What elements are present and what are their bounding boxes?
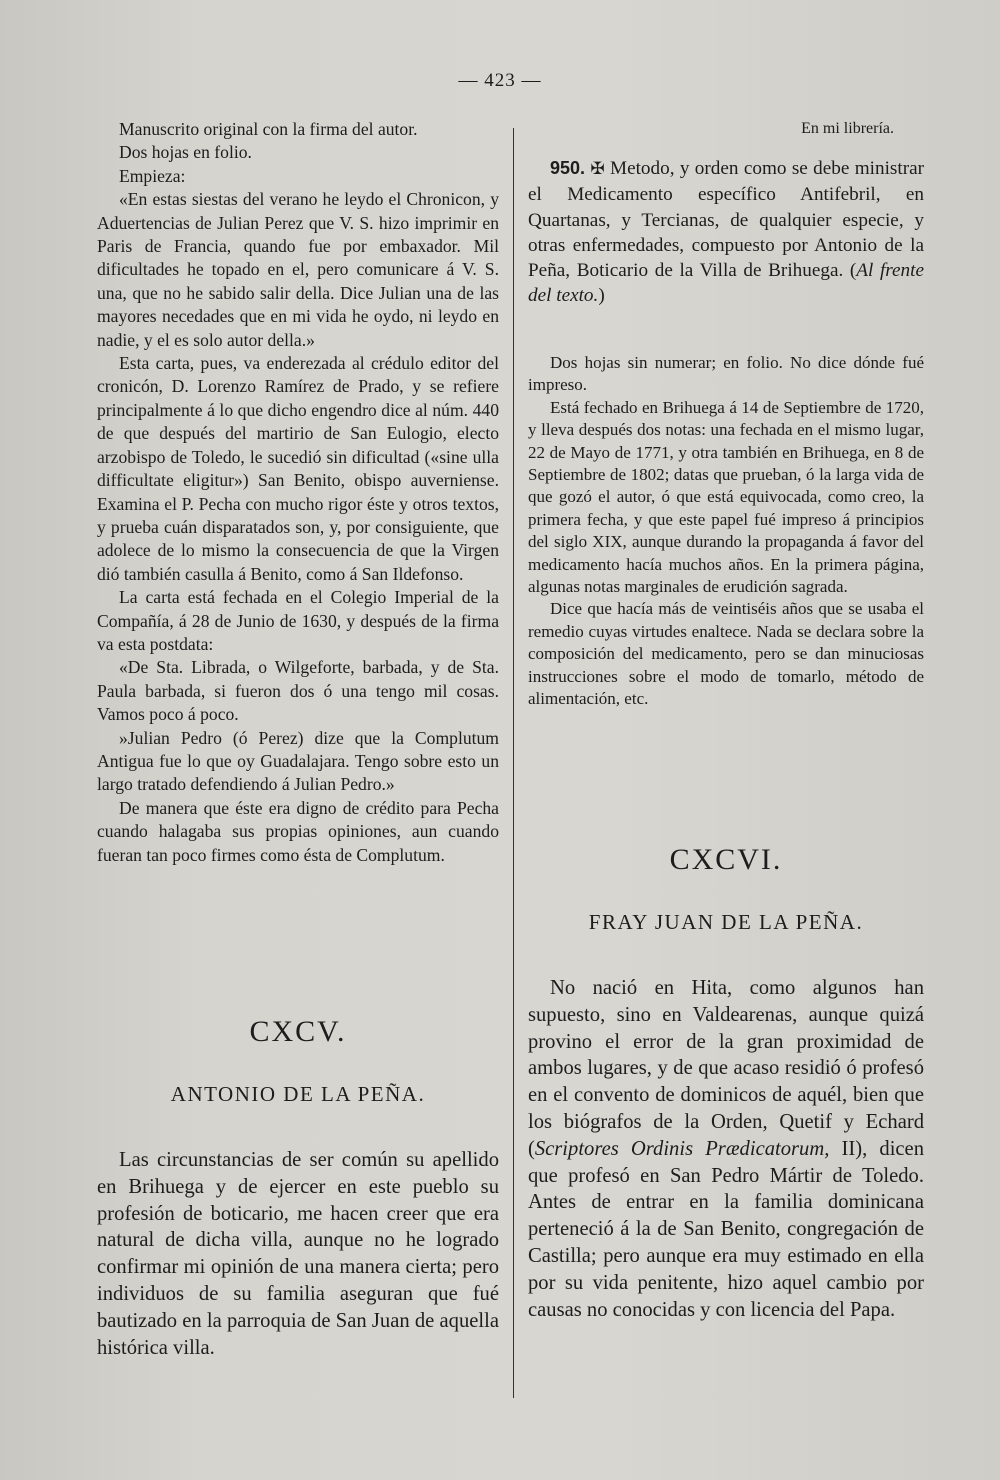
column-divider [513, 128, 514, 1398]
body-paragraph: Dos hojas sin numerar; en folio. No dice dónde fué impreso. [528, 353, 924, 395]
intro-line: Empieza: [119, 165, 186, 186]
intro-line: Manuscrito original con la firma del autor. [119, 119, 418, 139]
quote-paragraph: «En estas siestas del verano he leydo el Chronicon, y Aduertencias de Julian Perez que V. S. hizo imprimir en Paris de Francia, quando fue por embaxador. Mil dificultades he topado en el, pero comunicare á V. S. una, que no he sabido salir della. Dice Julian una de las mayores necedades que en mi vida he oydo, ni leydo en nadie, y el es solo autor della.» [97, 189, 499, 350]
cross-icon: ✠ [590, 159, 605, 179]
quote-paragraph: »Julian Pedro (ó Perez) dize que la Complutum Antigua fue lo que oy Guadalajara. Tengo sobre esto un largo tratado defendiendo á Julian Pedro.» [97, 727, 499, 795]
section-text-part: II), dicen que profesó en San Pedro Mártir de Toledo. Antes de entrar en la familia dominicana perteneció á la de San Benito, congregación de Castilla; pero aunque era muy estimado en ella por su vida penitente, hizo aquel cambio por causas no conocidas y con licencia del Papa. [528, 1137, 924, 1321]
section-body-left [97, 1147, 499, 1361]
section-number: CXCV. [249, 1015, 347, 1048]
section-body-right [528, 975, 924, 1323]
body-paragraph: La carta está fechada en el Colegio Imperial de la Compañía, á 28 de Junio de 1630, y después de la firma va esta postdata: [97, 587, 499, 654]
entry-notes [528, 352, 924, 711]
section-text-italic: Scriptores Ordinis Prædicatorum, [534, 1137, 830, 1160]
body-paragraph: De manera que éste era digno de crédito para Pecha cuando halagaba sus propias opiniones, aun cuando fueran tan poco firmes como ésta de Complutum. [97, 797, 499, 865]
entry-title: Metodo, y orden como se debe ministrar el Medicamento específico Antifebril, en Quartanas, y Tercianas, de qualquier especie, y otras enfermedades, compuesto por Antonio de la Peña, Boticario de la Villa de Brihuega. [528, 158, 925, 282]
body-paragraph: Está fechado en Brihuega á 14 de Septiembre de 1720, y lleva después dos notas: una fechada en el mismo lugar, 22 de Mayo de 1771, y otra también en Brihuega, en 8 de Septiembre de 1802; datas que prueban, ó la larga vida de que gozó el autor, ó que está equivocada, como creo, la primera fecha, y que este papel fué impreso á principios del siglo XIX, aunque durando la propaganda á favor del medicamento hacía muchos años. En la primera página, algunas notas marginales de erudición sagrada. [528, 397, 924, 597]
quote-paragraph: «De Sta. Librada, o Wilgeforte, barbada, y de Sta. Paula barbada, si fueron dos ó una tengo mil cosas. Vamos poco á poco. [97, 657, 499, 725]
section-paragraph: Las circunstancias de ser común su apellido en Brihuega y de ejercer en este pueblo su profesión de boticario, me hacen creer que era natural de dicha villa, aunque no he logrado confirmar mi opinión de una manera cierta; pero individuos de su familia aseguran que fué bautizado en la parroquia de San Juan de aquella histórica villa. [97, 1149, 499, 1359]
intro-line: Dos hojas en folio. [119, 142, 252, 163]
left-column [97, 118, 499, 867]
page-number: — 423 — [458, 70, 542, 91]
section-heading: FRAY JUAN DE LA PEÑA. [588, 910, 864, 934]
section-number: CXCVI. [669, 843, 783, 876]
body-paragraph: Dice que hacía más de veintiséis años que se usaba el remedio cuyas virtudes enaltece. Nada se declara sobre la composición del medicamento, pero se dan minuciosas instrucciones sobre el modo de tomarlo, método de alimentación, etc. [528, 599, 924, 709]
section-heading: ANTONIO DE LA PEÑA. [170, 1082, 426, 1106]
section-text-part: No nació en Hita, como algunos han supuesto, sino en Valdearenas, aunque quizá provino el error de la gran proximidad de ambos lugares, y de que acaso residió ó profesó en el convento de dominicos de aquél, bien que los biógrafos de la Orden, Quetif y Echard ( [528, 977, 924, 1160]
entry-number: 950. [550, 158, 586, 178]
location-note: En mi librería. [801, 120, 894, 137]
body-paragraph: Esta carta, pues, va enderezada al crédulo editor del cronicón, D. Lorenzo Ramírez de Prado, y se refiere principalmente á lo que dicho engendro dice al núm. 440 de que después del martirio de San Eulogio, electo arzobispo de Toledo, le sucedió sin dificultad («sine ulla difficultate eligitur») San Benito, obispo auverniense. Examina el P. Pecha con mucho rigor éste y otros textos, y prueba cuán disparatados son, y, por consiguiente, que adolece de lo mismo la consecuencia de que la Virgen dió también casulla á Benito, como á San Ildefonso. [97, 353, 499, 584]
section-paragraph [528, 975, 924, 1323]
entry-title-note: Al frente del texto. [528, 260, 924, 307]
catalog-entry: 950. ✠ Metodo, y orden como se debe ministrar el Medicamento específico Antifebril, en Quartanas, y Tercianas, de qualquier especie, y otras enfermedades, compuesto por Antonio de la Peña, Boticario de la Villa de Brihuega. (Al frente del texto.) [528, 158, 925, 307]
